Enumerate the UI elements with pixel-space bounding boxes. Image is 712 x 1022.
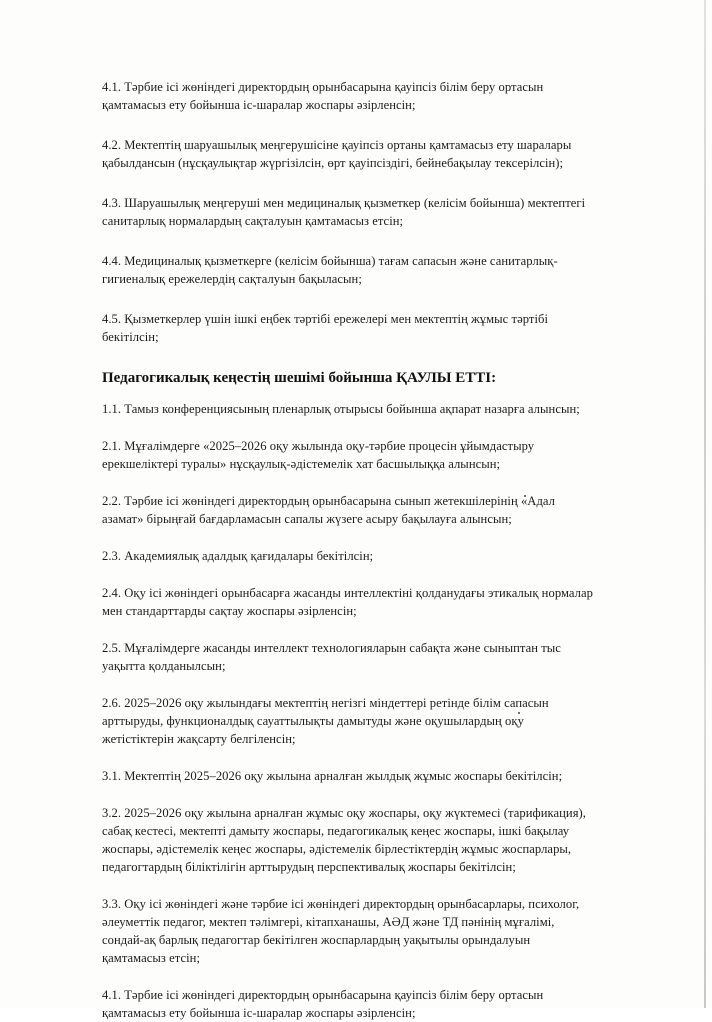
decision-item: 2.3. Академиялық адалдық қағидалары бекітілсін; [102, 549, 374, 563]
top-item: 4.2. Мектептің шаруашылық меңгерушісіне қауіпсіз ортаны қамтамасыз ету шаралары қабылдансын (нұсқаулықтар жүргізілсін, өрт қауіпсіздігі, бейнебақылау тексерілсін); [102, 138, 572, 170]
decision-item: 1.1. Тамыз конференциясының пленарлық отырысы бойынша ақпарат назарға алынсын; [102, 402, 580, 416]
top-item: 4.3. Шаруашылық меңгеруші мен медициналық қызметкер (келісім бойынша) мектептегі санитарлық нормалардың сақталуын қамтамасыз етсін; [102, 196, 586, 228]
resolution-heading: Педагогикалық кеңестің шешімі бойынша ҚАУЛЫ ЕТТІ: [102, 370, 497, 386]
decision-item: 2.6. 2025–2026 оқу жылындағы мектептің негізгі міндеттері ретінде білім сапасын арттыруды, функционалдық сауаттылықты дамытуды және оқушылардың оқу жетістіктерін жақсарту белгіленсін; [102, 696, 549, 746]
decision-item: 3.3. Оқу ісі жөніндегі және тәрбие ісі жөніндегі директордың орынбасарлары, психолог, әлеуметтік педагог, мектеп тәлімгері, кітапханашы, АӘД және ТД пәнінің мұғалімі, сондай-ақ барлық педагогтар бекітілген жоспарлардың уақытылы орындалуын қамтамасыз етсін; [102, 897, 580, 965]
decision-item: 2.5. Мұғалімдерге жасанды интеллект технологияларын сабақта және сыныптан тыс уақытта қолданылсын; [102, 641, 561, 673]
document-body [102, 78, 630, 1022]
scan-edge-shadow [704, 0, 706, 1008]
top-item: 4.5. Қызметкерлер үшін ішкі еңбек тәртібі ережелері мен мектептің жұмыс тәртібі бекітілсін; [102, 312, 549, 344]
top-item: 4.4. Медициналық қызметкерге (келісім бойынша) тағам сапасын және санитарлық- гигиеналық ережелердің сақталуын бақыласын; [102, 254, 558, 286]
decision-item: 2.4. Оқу ісі жөніндегі орынбасарға жасанды интеллектіні қолданудағы этикалық нормалар мен стандарттарды сақтау жоспары әзірленсін; [102, 586, 593, 618]
decision-item: 2.1. Мұғалімдерге «2025–2026 оқу жылында оқу-тәрбие процесін ұйымдастыру ерекшеліктері туралы» нұсқаулық-әдістемелік хат басшылыққа алынсын; [102, 439, 535, 471]
top-item: 4.1. Тәрбие ісі жөніндегі директордың орынбасарына қауіпсіз білім беру ортасын қамтамасыз ету бойынша іс-шаралар жоспары әзірленсін; [102, 80, 544, 112]
decision-item: 4.1. Тәрбие ісі жөніндегі директордың орынбасарына қауіпсіз білім беру ортасын қамтамасыз ету бойынша іс-шаралар жоспары әзірленсін; [102, 988, 544, 1020]
decision-item: 3.2. 2025–2026 оқу жылына арналған жұмыс оқу жоспары, оқу жүктемесі (тарификация), сабақ кестесі, мектепті дамыту жоспары, педагогикалық кеңес жоспары, ішкі бақылау жоспары, әдістемелік кеңес жоспары, әдістемелік бірлестіктердің жұмыс жоспарлары, педагогтардың біліктілігін арттырудың перспективалық жоспары бекітілсін; [102, 806, 586, 874]
decision-item: 2.2. Тәрбие ісі жөніндегі директордың орынбасарына сынып жетекшілерінің «Адал азамат» бірыңғай бағдарламасын сапалы жүзеге асыру бақылауға алынсын; [102, 494, 555, 526]
decision-item: 3.1. Мектептің 2025–2026 оқу жылына арналған жылдық жұмыс жоспары бекітілсін; [102, 769, 563, 783]
